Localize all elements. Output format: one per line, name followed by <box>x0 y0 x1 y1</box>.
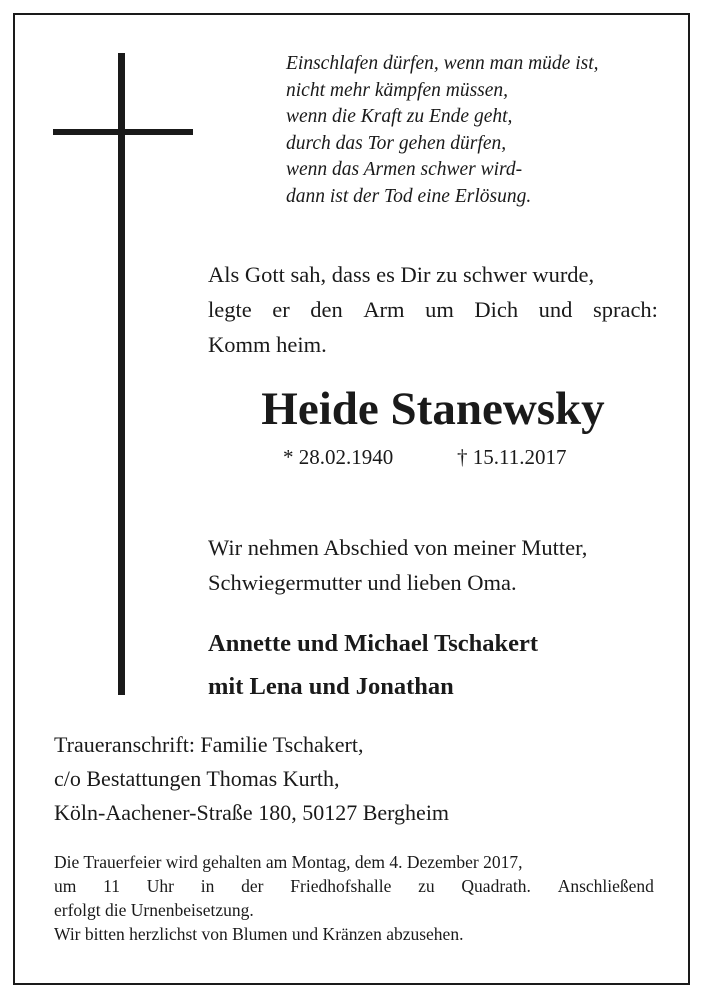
quote-word: um <box>425 297 454 322</box>
address-line: c/o Bestattungen Thomas Kurth, <box>54 766 340 791</box>
notice-word: Anschließend <box>557 876 654 896</box>
farewell-line: Schwiegermutter und lieben Oma. <box>208 570 517 595</box>
address-line: Traueranschrift: Familie Tschakert, <box>54 732 364 757</box>
poem-line: wenn die Kraft zu Ende geht, <box>286 106 513 127</box>
poem-line: Einschlafen dürfen, wenn man müde ist, <box>286 53 599 74</box>
cross-icon-crossbar <box>53 129 193 135</box>
deceased-name: Heide Stanewsky <box>261 383 605 435</box>
notice-word: um <box>54 876 77 896</box>
poem-line: wenn das Armen schwer wird- <box>286 159 523 180</box>
farewell-text <box>208 530 668 600</box>
notice-word: Uhr <box>146 876 174 896</box>
quote-word: sprach: <box>592 297 658 322</box>
notice-word: in <box>200 876 215 896</box>
mourners-line: mit Lena und Jonathan <box>208 673 454 700</box>
notice-line: erfolgt die Urnenbeisetzung. <box>54 900 254 920</box>
quote-word: und <box>538 297 573 322</box>
quote-line-justified <box>208 292 658 327</box>
death-date: † 15.11.2017 <box>457 445 567 469</box>
poem-line: nicht mehr kämpfen müssen, <box>286 79 509 101</box>
notice-line: Wir bitten herzlichst von Blumen und Kränzen abzusehen. <box>54 924 464 944</box>
notice-word: Quadrath. <box>461 876 531 896</box>
notice-line-justified <box>54 874 654 898</box>
funeral-notice <box>54 850 654 946</box>
birth-date: * 28.02.1940 <box>283 445 394 469</box>
notice-word: der <box>241 876 264 896</box>
notice-line: Die Trauerfeier wird gehalten am Montag, dem 4. Dezember 2017, <box>54 852 523 872</box>
notice-word: zu <box>418 876 435 896</box>
poem-line: dann ist der Tod eine Erlösung. <box>286 185 532 207</box>
poem-line: durch das Tor gehen dürfen, <box>286 132 507 154</box>
mourners-line: Annette und Michael Tschakert <box>208 630 539 657</box>
poem <box>286 51 676 210</box>
quote-line: Als Gott sah, dass es Dir zu schwer wurde, <box>208 262 595 287</box>
quote-word: Arm <box>363 297 405 322</box>
notice-word: 11 <box>103 876 120 896</box>
cross-icon <box>118 53 125 695</box>
mourners <box>208 622 668 708</box>
quote-word: legte <box>208 297 252 322</box>
memorial-quote <box>208 257 658 362</box>
mourning-address <box>54 728 574 830</box>
farewell-line: Wir nehmen Abschied von meiner Mutter, <box>208 535 588 560</box>
quote-word: Dich <box>474 297 519 322</box>
quote-word: den <box>310 297 343 322</box>
address-line: Köln-Aachener-Straße 180, 50127 Bergheim <box>54 800 450 825</box>
notice-word: Friedhofshalle <box>290 876 392 896</box>
quote-line: Komm heim. <box>208 332 327 357</box>
quote-word: er <box>272 297 290 322</box>
